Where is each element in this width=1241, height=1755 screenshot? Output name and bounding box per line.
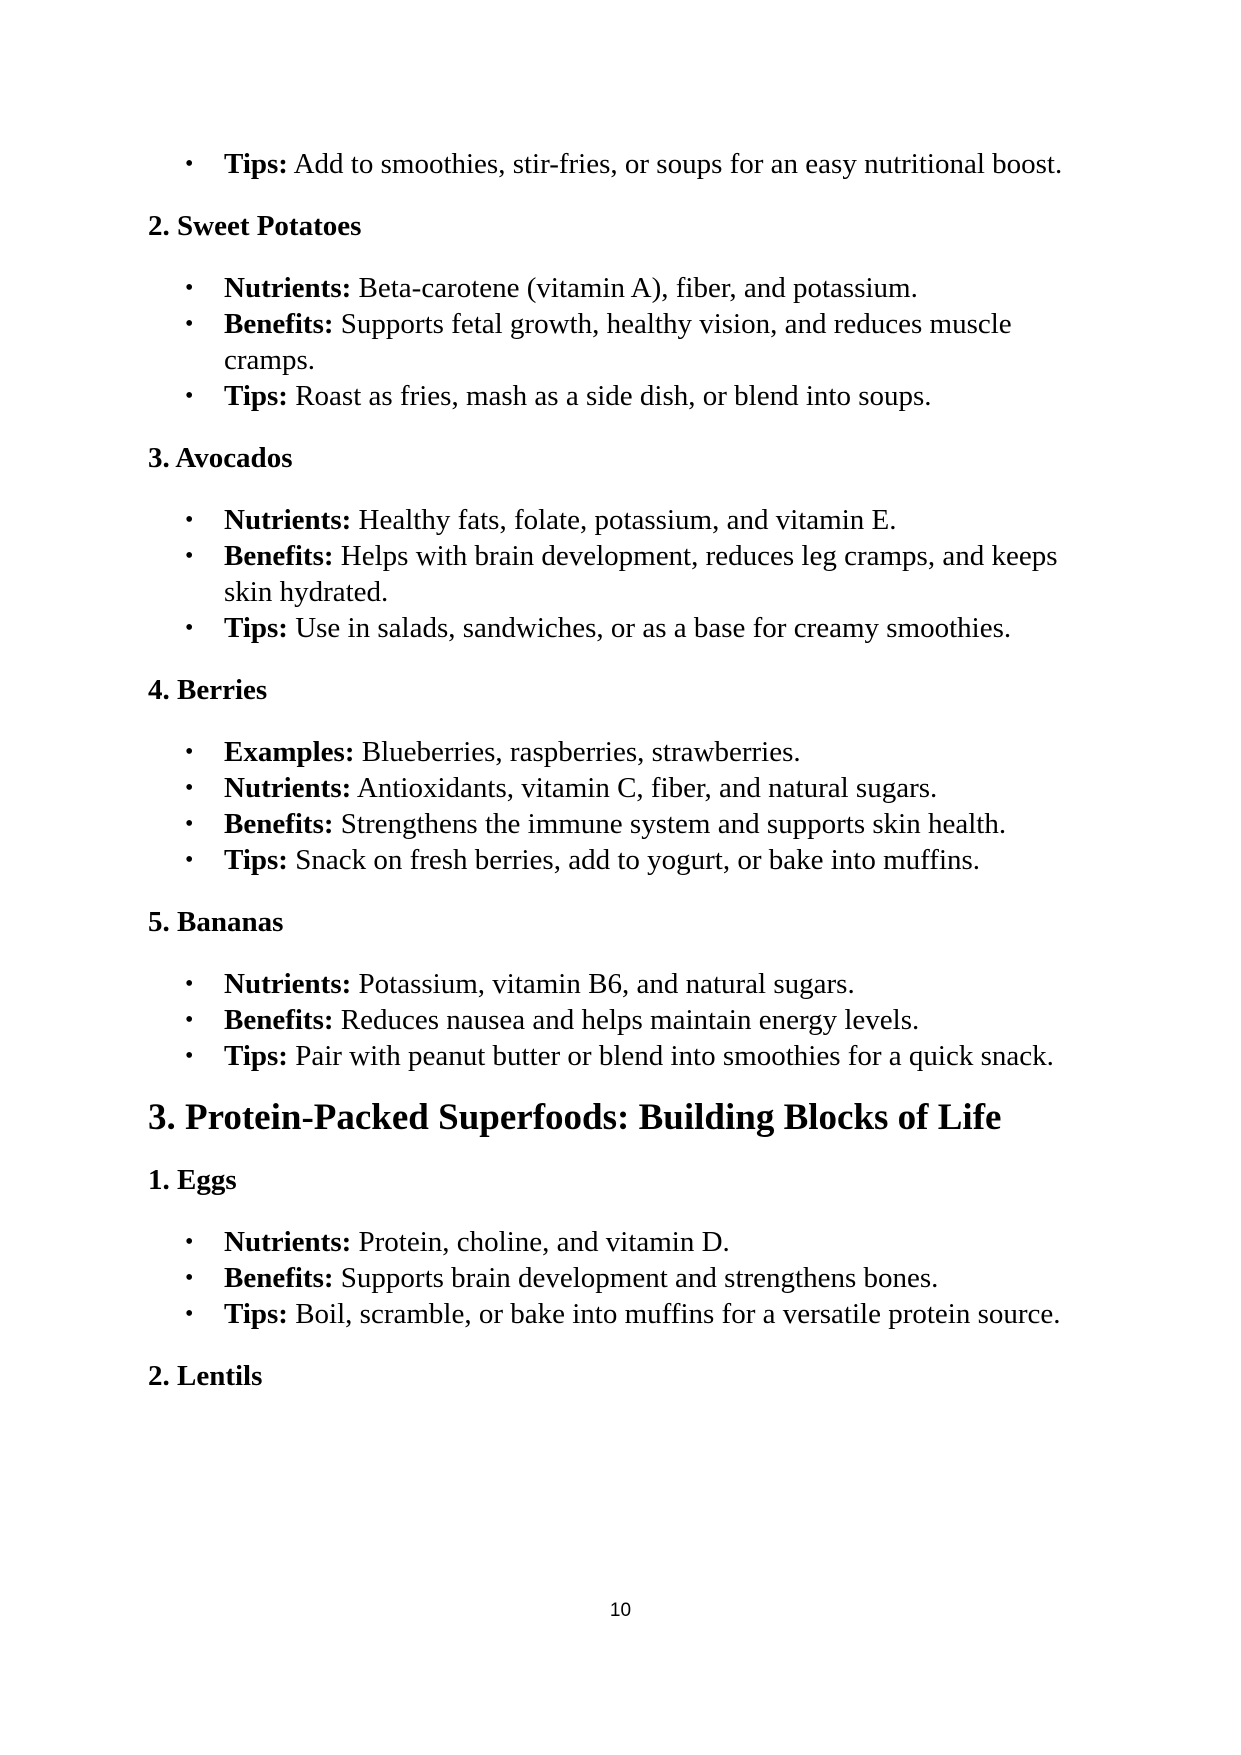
item-text: Pair with peanut butter or blend into smoothies for a quick snack. — [287, 1040, 1054, 1072]
list-item — [148, 1224, 1098, 1260]
list-item — [148, 502, 1098, 538]
list-item — [148, 734, 1098, 770]
page-content — [148, 146, 1098, 1394]
list-item — [148, 1260, 1098, 1296]
item-text: Add to smoothies, stir-fries, or soups for an easy nutritional boost. — [287, 148, 1063, 180]
item-text: Roast as fries, mash as a side dish, or blend into soups. — [287, 380, 932, 412]
item-label: Nutrients: — [224, 1226, 352, 1258]
item-label: Tips: — [224, 612, 288, 644]
item-text: Reduces nausea and helps maintain energy levels. — [333, 1004, 920, 1036]
item-text: Strengthens the immune system and supports skin health. — [333, 808, 1007, 840]
list-item — [148, 146, 1098, 182]
item-label: Tips: — [224, 1298, 288, 1330]
list-item — [148, 966, 1098, 1002]
list-item — [148, 270, 1098, 306]
item-text: Protein, choline, and vitamin D. — [351, 1226, 730, 1258]
tips-list — [148, 146, 1098, 182]
item-text: Blueberries, raspberries, strawberries. — [354, 736, 801, 768]
item-text: Boil, scramble, or bake into muffins for a versatile protein source. — [287, 1298, 1061, 1330]
subheading-sweet-potatoes: 2. Sweet Potatoes — [148, 210, 362, 242]
list-item — [148, 1002, 1098, 1038]
list-item — [148, 806, 1098, 842]
item-label: Benefits: — [224, 308, 334, 340]
bananas-list — [148, 966, 1098, 1074]
list-item — [148, 610, 1098, 646]
item-text: Potassium, vitamin B6, and natural sugars. — [351, 968, 855, 1000]
item-label: Benefits: — [224, 540, 334, 572]
item-text: Beta-carotene (vitamin A), fiber, and potassium. — [351, 272, 918, 304]
subheading-eggs: 1. Eggs — [148, 1164, 237, 1196]
item-text: Healthy fats, folate, potassium, and vitamin E. — [351, 504, 897, 536]
list-item — [148, 842, 1098, 878]
list-item — [148, 1296, 1098, 1332]
item-label: Nutrients: — [224, 772, 352, 804]
sweet-potatoes-list — [148, 270, 1098, 414]
eggs-list — [148, 1224, 1098, 1332]
list-item — [148, 306, 1098, 378]
subheading-bananas: 5. Bananas — [148, 906, 284, 938]
list-item — [148, 770, 1098, 806]
item-label: Nutrients: — [224, 504, 352, 536]
berries-list — [148, 734, 1098, 878]
item-text: Snack on fresh berries, add to yogurt, or bake into muffins. — [287, 844, 981, 876]
subheading-lentils: 2. Lentils — [148, 1360, 263, 1392]
list-item — [148, 378, 1098, 414]
avocados-list — [148, 502, 1098, 646]
subheading-avocados: 3. Avocados — [148, 442, 293, 474]
item-label: Tips: — [224, 148, 288, 180]
item-label: Benefits: — [224, 808, 334, 840]
item-label: Tips: — [224, 380, 288, 412]
item-text: Supports fetal growth, healthy vision, and reduces muscle cramps. — [224, 308, 1012, 376]
item-label: Tips: — [224, 844, 288, 876]
item-label: Examples: — [224, 736, 355, 768]
item-label: Benefits: — [224, 1262, 334, 1294]
item-text: Use in salads, sandwiches, or as a base for creamy smoothies. — [287, 612, 1012, 644]
section-heading-protein: 3. Protein-Packed Superfoods: Building Blocks of Life — [148, 1097, 1002, 1138]
page-number: 10 — [609, 1600, 632, 1621]
item-label: Tips: — [224, 1040, 288, 1072]
item-text: Antioxidants, vitamin C, fiber, and natural sugars. — [351, 772, 938, 804]
item-text: Supports brain development and strengthens bones. — [333, 1262, 939, 1294]
item-label: Benefits: — [224, 1004, 334, 1036]
item-text: Helps with brain development, reduces leg cramps, and keeps skin hydrated. — [224, 540, 1058, 608]
subheading-berries: 4. Berries — [148, 674, 268, 706]
item-label: Nutrients: — [224, 272, 352, 304]
list-item — [148, 538, 1098, 610]
item-label: Nutrients: — [224, 968, 352, 1000]
list-item — [148, 1038, 1098, 1074]
